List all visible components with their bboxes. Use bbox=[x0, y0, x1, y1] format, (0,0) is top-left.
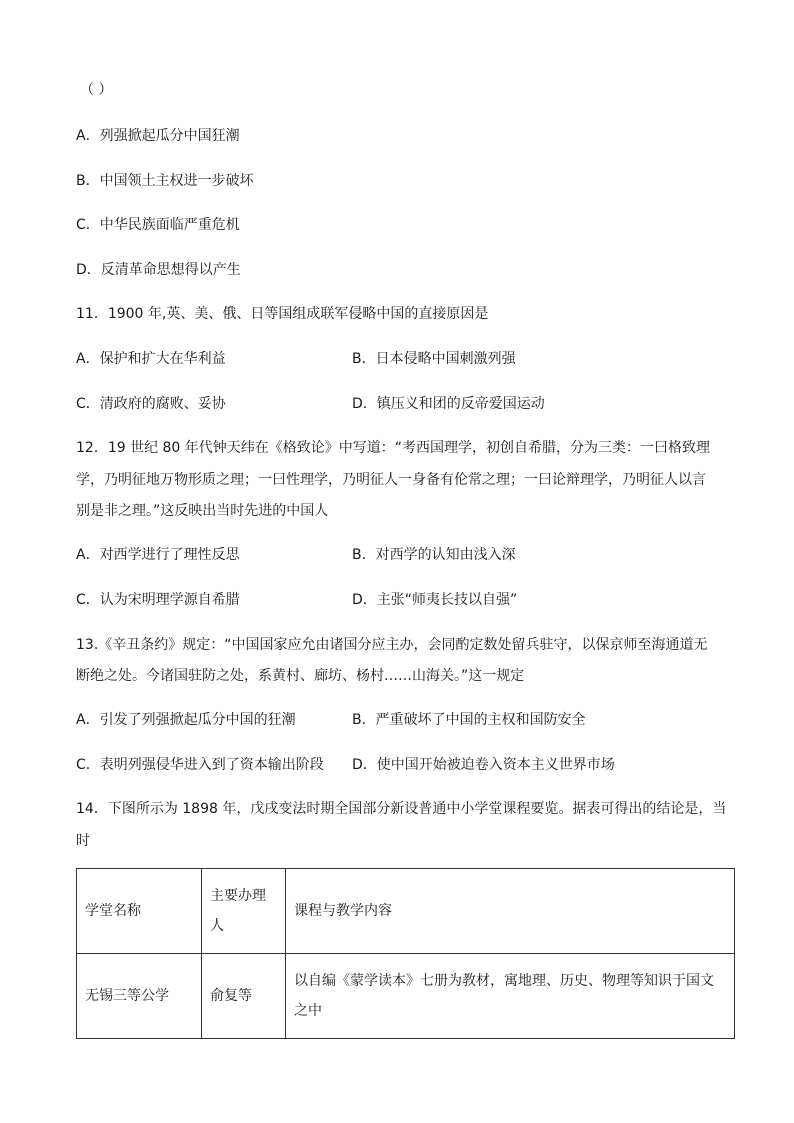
q12-option-c: C．认为宋明理学源自希腊 bbox=[76, 592, 240, 608]
q10-option-d: D．反清革命思想得以产生 bbox=[76, 262, 241, 278]
q10-option-b: B．中国领土主权进一步破坏 bbox=[76, 173, 254, 189]
q13-option-d: D．使中国开始被迫卷入资本主义世界市场 bbox=[352, 757, 615, 773]
q14-stem-line: 时 bbox=[76, 833, 90, 849]
answer-bracket: （ ） bbox=[80, 82, 113, 98]
q11-stem: 11．1900 年,英、美、俄、日等国组成联军侵略中国的直接原因是 bbox=[76, 306, 489, 322]
q11-option-d: D．镇压义和团的反帝爱国运动 bbox=[352, 396, 545, 412]
q12-stem-line: 12．19 世纪 80 年代钟天纬在《格致论》中写道：“考西国理学，初创自希腊，分为三类：一曰格致理 bbox=[76, 440, 711, 456]
q11-option-b: B．日本侵略中国刺激列强 bbox=[352, 351, 516, 367]
q13-option-b: B．严重破坏了中国的主权和国防安全 bbox=[352, 712, 586, 728]
table-header-cell: 主要办理人 bbox=[202, 869, 286, 954]
table-header-cell: 学堂名称 bbox=[77, 869, 202, 954]
table-cell: 俞复等 bbox=[202, 954, 286, 1039]
q12-stem-line: 学，乃明征地万物形质之理；一曰性理学，乃明征人一身备有伦常之理；一曰论辩理学，乃明征人以言 bbox=[76, 472, 706, 488]
curriculum-table bbox=[76, 868, 735, 1039]
q13-option-a: A．引发了列强掀起瓜分中国的狂潮 bbox=[76, 712, 296, 728]
table-row bbox=[77, 954, 735, 1039]
q12-option-b: B．对西学的认知由浅入深 bbox=[352, 547, 516, 563]
table-header-cell: 课程与教学内容 bbox=[286, 869, 735, 954]
q11-option-c: C．清政府的腐败、妥协 bbox=[76, 396, 226, 412]
table-cell: 以自编《蒙学读本》七册为教材，寓地理、历史、物理等知识于国文之中 bbox=[286, 954, 735, 1039]
q10-option-c: C．中华民族面临严重危机 bbox=[76, 217, 240, 233]
q10-option-a: A．列强掀起瓜分中国狂潮 bbox=[76, 128, 240, 144]
table-cell: 无锡三等公学 bbox=[77, 954, 202, 1039]
q13-option-c: C．表明列强侵华进入到了资本输出阶段 bbox=[76, 757, 324, 773]
q11-option-a: A．保护和扩大在华利益 bbox=[76, 351, 226, 367]
q14-stem-line: 14．下图所示为 1898 年，戊戌变法时期全国部分新设普通中小学堂课程要览。据表可得出的结论是，当 bbox=[76, 801, 727, 817]
table-header-row bbox=[77, 869, 735, 954]
q12-option-a: A．对西学进行了理性反思 bbox=[76, 547, 240, 563]
q12-option-d: D．主张“师夷长技以自强” bbox=[352, 592, 518, 608]
q13-stem-line: 断绝之处。今诸国驻防之处，系黄村、廊坊、杨村……山海关。”这一规定 bbox=[76, 668, 525, 684]
q13-stem-line: 13.《辛丑条约》规定：“中国国家应允由诸国分应主办，会同酌定数处留兵驻守，以保京师至海通道无 bbox=[76, 637, 708, 653]
q12-stem-line: 别是非之理。”这反映出当时先进的中国人 bbox=[76, 503, 329, 519]
